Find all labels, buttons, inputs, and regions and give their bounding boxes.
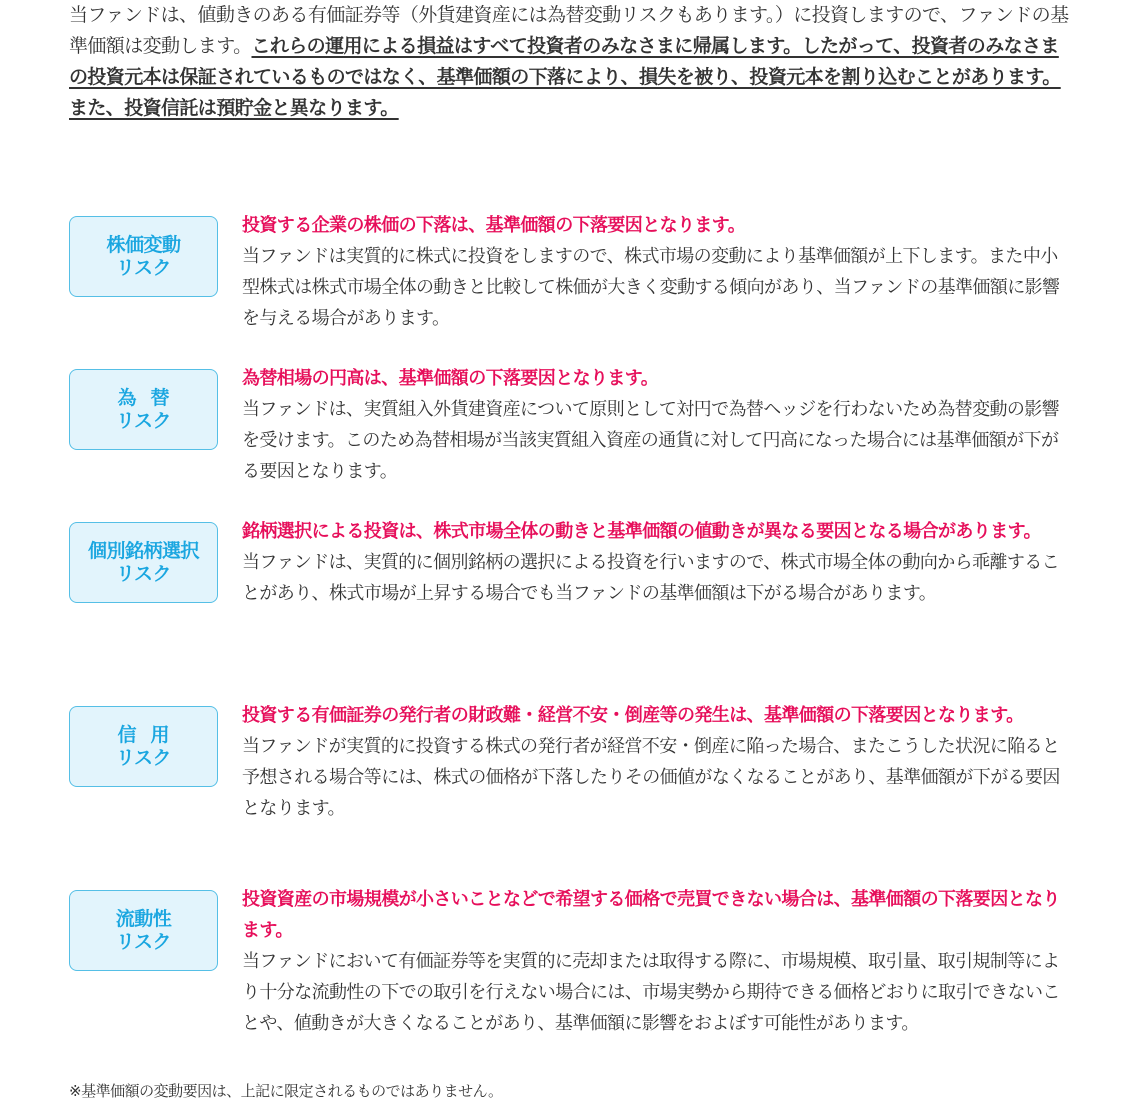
risk-badge-label-line1: 株価変動	[106, 233, 181, 256]
risk-headline: 銘柄選択による投資は、株式市場全体の動きと基準価額の値動きが異なる要因となる場合があります。	[242, 521, 1041, 542]
intro-emphasis-text-2: また、投資信託は預貯金と異なります。	[69, 97, 399, 119]
risk-badge-label-line1: 信用	[117, 723, 184, 746]
risk-body	[242, 210, 1074, 334]
risk-badge-label-line2: リスク	[115, 256, 172, 279]
risk-description: 当ファンドは、実質的に個別銘柄の選択による投資を行いますので、株式市場全体の動向から乖離することがあり、株式市場が上昇する場合でも当ファンドの基準価額は下がる場合があります。	[242, 552, 1060, 604]
risk-badge	[69, 890, 218, 971]
risk-body	[242, 363, 1074, 487]
risk-body	[242, 700, 1074, 824]
risk-description: 当ファンドにおいて有価証券等を実質的に売却または取得する際に、市場規模、取引量、取引規制等により十分な流動性の下での取引を行えない場合には、市場実勢から期待できる価格どおりに取引できないことや、値動きが大きくなることがあり、基準価額に影響をおよぼす可能性があります。	[242, 951, 1060, 1034]
risk-description: 当ファンドは実質的に株式に投資をしますので、株式市場の変動により基準価額が上下します。また中小型株式は株式市場全体の動きと比較して株価が大きく変動する傾向があり、当ファンドの基準価額に影響を与える場合があります。	[242, 246, 1060, 329]
risk-badge-label-line1: 流動性	[115, 907, 172, 930]
intro-plain-text: 当ファンドは、値動きのある有価証券等（外貨建資産には為替変動リスクもあります。）に投資しますので、ファンドの基準価額は変動します。	[69, 4, 1069, 57]
risk-body	[242, 884, 1074, 1039]
risk-description: 当ファンドは、実質組入外貨建資産について原則として対円で為替ヘッジを行わないため為替変動の影響を受けます。このため為替相場が当該実質組入資産の通貨に対して円高になった場合には基準価額が下がる要因となります。	[242, 399, 1060, 482]
risk-badge	[69, 706, 218, 787]
intro-emphasis-text: これらの運用による損益はすべて投資者のみなさまに帰属します。したがって、投資者のみなさまの投資元本は保証されているものではなく、基準価額の下落により、損失を被り、投資元本を割り込むことがあります。	[69, 35, 1061, 88]
risk-badge-label-line2: リスク	[115, 746, 172, 769]
risk-headline: 投資資産の市場規模が小さいことなどで希望する価格で売買できない場合は、基準価額の下落要因となります。	[242, 889, 1060, 941]
risk-description: 当ファンドが実質的に投資する株式の発行者が経営不安・倒産に陥った場合、またこうした状況に陥ると予想される場合等には、株式の価格が下落したりその価値がなくなることがあり、基準価額が下がる要因となります。	[242, 736, 1060, 819]
risk-badge	[69, 369, 218, 450]
risk-badge-label-line1: 為替	[117, 386, 184, 409]
risk-badge	[69, 522, 218, 603]
risk-badge-label-line2: リスク	[115, 409, 172, 432]
risk-body	[242, 516, 1074, 609]
risk-headline: 投資する有価証券の発行者の財政難・経営不安・倒産等の発生は、基準価額の下落要因となります。	[242, 705, 1024, 726]
risk-badge-label-line2: リスク	[115, 930, 172, 953]
risk-badge	[69, 216, 218, 297]
risk-badge-label-line2: リスク	[115, 562, 172, 585]
footnote: ※基準価額の変動要因は、上記に限定されるものではありません。	[69, 1082, 503, 1100]
risk-headline: 為替相場の円高は、基準価額の下落要因となります。	[242, 368, 659, 389]
risk-badge-label-line1: 個別銘柄選択	[87, 539, 199, 562]
risk-headline: 投資する企業の株価の下落は、基準価額の下落要因となります。	[242, 215, 746, 236]
intro-paragraph	[69, 0, 1074, 124]
